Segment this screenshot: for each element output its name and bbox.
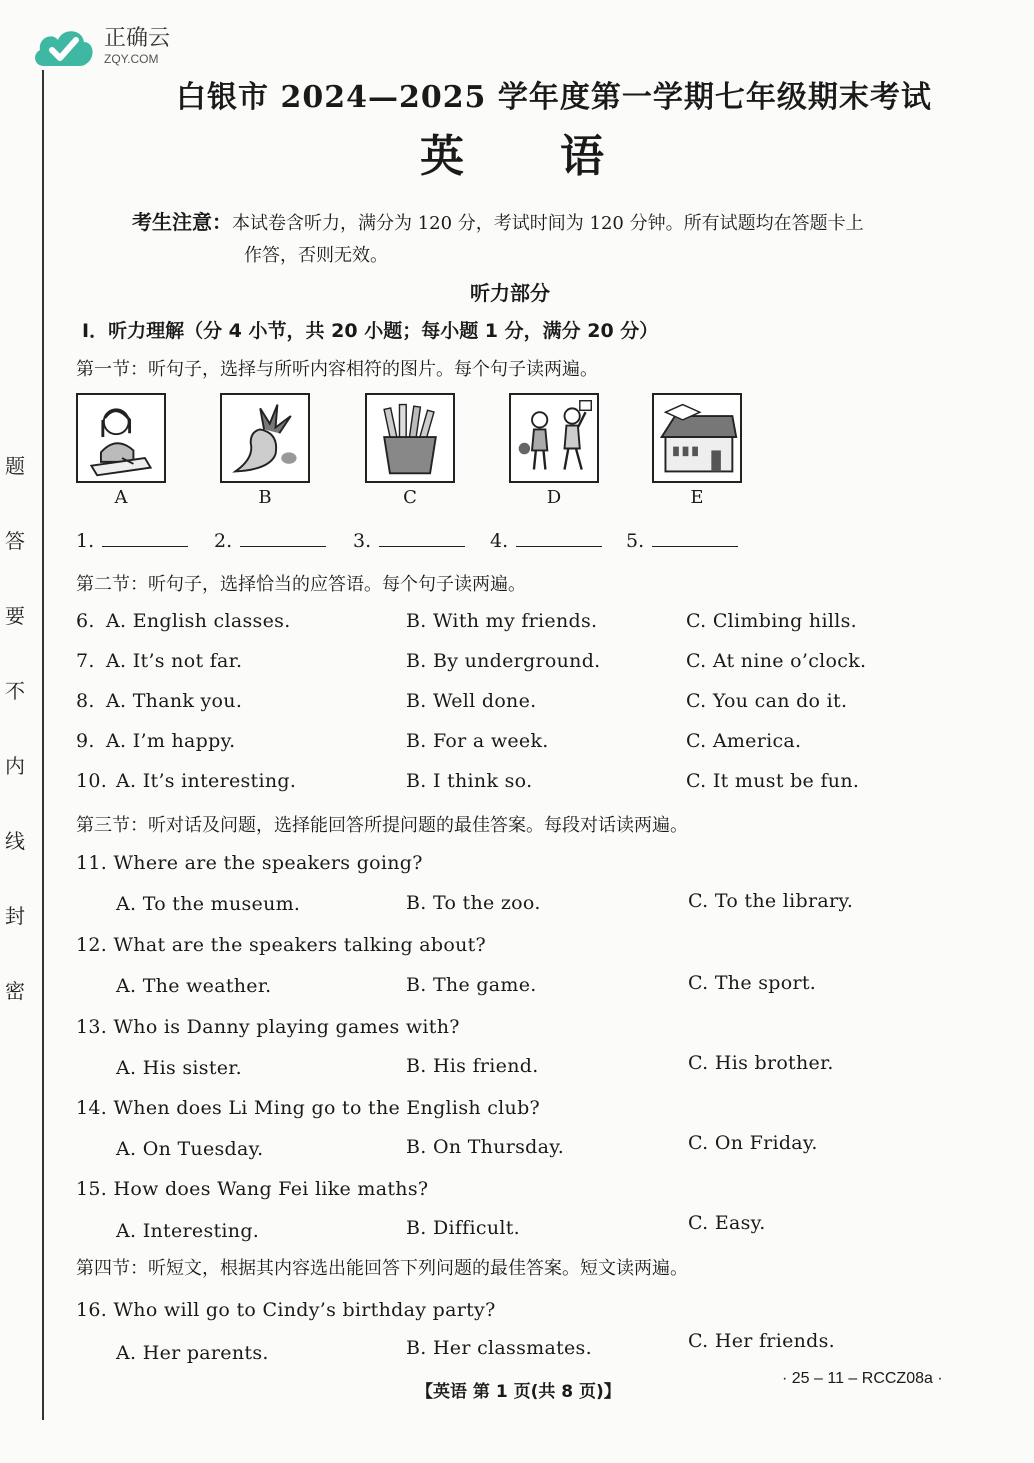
option-a: A. It’s interesting. (116, 770, 297, 792)
option-b: B. For a week. (406, 730, 549, 752)
option-c: C. America. (686, 730, 802, 752)
radish-vegetable-icon (220, 393, 310, 483)
option-b: B. His friend. (406, 1055, 539, 1077)
binding-char: 线 (5, 829, 25, 853)
binding-margin-note (2, 450, 28, 1004)
option-a: A. Thank you. (106, 690, 243, 712)
question-number: 8. (76, 690, 95, 712)
binding-char: 不 (5, 679, 25, 703)
picture-option (220, 393, 310, 508)
option-c: C. To the library. (688, 890, 854, 912)
option-a: A. Interesting. (116, 1220, 260, 1242)
question-number: 9. (76, 730, 95, 752)
picture-options (76, 393, 756, 513)
option-c: C. The sport. (688, 972, 817, 994)
checkmark-cloud-icon (30, 22, 96, 70)
question-number: 6. (76, 610, 95, 632)
binding-char: 答 (5, 529, 25, 553)
option-c: C. It must be fun. (686, 770, 860, 792)
option-c: C. His brother. (688, 1052, 834, 1074)
answer-blank[interactable] (626, 528, 738, 552)
option-b: B. To the zoo. (406, 892, 541, 914)
picture-label: C (403, 487, 417, 508)
binding-char: 要 (5, 604, 25, 628)
question-number: 10. (76, 770, 108, 792)
option-a: A. It’s not far. (106, 650, 243, 672)
blank-number: 4. (490, 530, 509, 552)
option-a: A. To the museum. (116, 893, 301, 915)
question-stem: 13. Who is Danny playing games with? (76, 1016, 460, 1038)
option-a: A. The weather. (116, 975, 272, 997)
part-heading: Ⅰ．听力理解（分 4 小节，共 20 小题；每小题 1 分，满分 20 分） (82, 320, 659, 342)
section-1-instruction: 第一节：听句子，选择与所听内容相符的图片。每个句子读两遍。 (76, 359, 598, 380)
french-fries-icon (365, 393, 455, 483)
picture-label: B (258, 487, 272, 508)
question-stem: 11. Where are the speakers going? (76, 852, 423, 874)
blank-number: 5. (626, 530, 645, 552)
blank-number: 1. (76, 530, 95, 552)
answer-blank[interactable] (214, 528, 326, 552)
picture-label: A (114, 487, 128, 508)
option-a: A. I’m happy. (106, 730, 236, 752)
option-b: B. The game. (406, 974, 537, 996)
picture-option (76, 393, 166, 508)
question-stem: 14. When does Li Ming go to the English club? (76, 1097, 541, 1119)
binding-char: 题 (5, 454, 25, 478)
question-number: 7. (76, 650, 95, 672)
option-a: A. On Tuesday. (116, 1138, 264, 1160)
kids-playing-basketball-icon (509, 393, 599, 483)
blank-number: 3. (353, 530, 372, 552)
option-b: B. By underground. (406, 650, 601, 672)
notice-text: 本试卷含听力，满分为 120 分，考试时间为 120 分钟。所有试题均在答题卡上 (232, 213, 864, 234)
picture-label: D (546, 487, 562, 508)
exam-code: · 25 – 11 – RCCZ08a · (782, 1370, 943, 1387)
notice-text-continued: 作答，否则无效。 (244, 245, 388, 266)
blank-number: 2. (214, 530, 233, 552)
option-b: B. With my friends. (406, 610, 598, 632)
option-c: C. Her friends. (688, 1330, 835, 1352)
binding-char: 封 (5, 904, 25, 928)
question-stem: 12. What are the speakers talking about? (76, 934, 487, 956)
exam-notice (132, 206, 952, 272)
picture-option (509, 393, 599, 508)
exam-title: 白银市 2024—2025 学年度第一学期七年级期末考试 (176, 80, 932, 115)
section-4-instruction: 第四节：听短文，根据其内容选出能回答下列问题的最佳答案。短文读两遍。 (76, 1258, 688, 1279)
listening-section-title: 听力部分 (470, 281, 550, 305)
section-3-instruction: 第三节：听对话及问题，选择能回答所提问题的最佳答案。每段对话读两遍。 (76, 815, 688, 836)
house-with-book-icon (652, 393, 742, 483)
answer-blank[interactable] (490, 528, 602, 552)
option-b: B. Her classmates. (406, 1337, 592, 1359)
answer-blank[interactable] (353, 528, 465, 552)
binding-char: 内 (5, 754, 25, 778)
option-b: B. Well done. (406, 690, 537, 712)
option-a: A. His sister. (116, 1057, 242, 1079)
site-logo (30, 22, 170, 70)
option-c: C. At nine o’clock. (686, 650, 867, 672)
notice-label: 考生注意： (132, 210, 232, 234)
picture-option (365, 393, 455, 508)
option-c: C. You can do it. (686, 690, 848, 712)
answer-blank[interactable] (76, 528, 188, 552)
page-footer: 【英语 第 1 页(共 8 页)】 (416, 1382, 621, 1402)
option-b: B. On Thursday. (406, 1136, 565, 1158)
question-stem: 16. Who will go to Cindy’s birthday party? (76, 1299, 496, 1321)
logo-name: 正确云 (104, 25, 171, 51)
option-b: B. Difficult. (406, 1217, 521, 1239)
question-stem: 15. How does Wang Fei like maths? (76, 1178, 429, 1200)
picture-option (652, 393, 742, 508)
binding-char: 密 (5, 979, 25, 1003)
exam-subject: 英语 (420, 131, 700, 182)
option-c: C. Easy. (688, 1212, 766, 1234)
girl-writing-icon (76, 393, 166, 483)
option-c: C. Climbing hills. (686, 610, 857, 632)
option-a: A. Her parents. (116, 1342, 269, 1364)
option-a: A. English classes. (106, 610, 291, 632)
logo-domain: ZQY.COM (104, 51, 159, 66)
picture-label: E (690, 487, 704, 508)
binding-margin-line (42, 70, 44, 1420)
option-b: B. I think so. (406, 770, 533, 792)
section-2-instruction: 第二节：听句子，选择恰当的应答语。每个句子读两遍。 (76, 574, 526, 595)
option-c: C. On Friday. (688, 1132, 818, 1154)
